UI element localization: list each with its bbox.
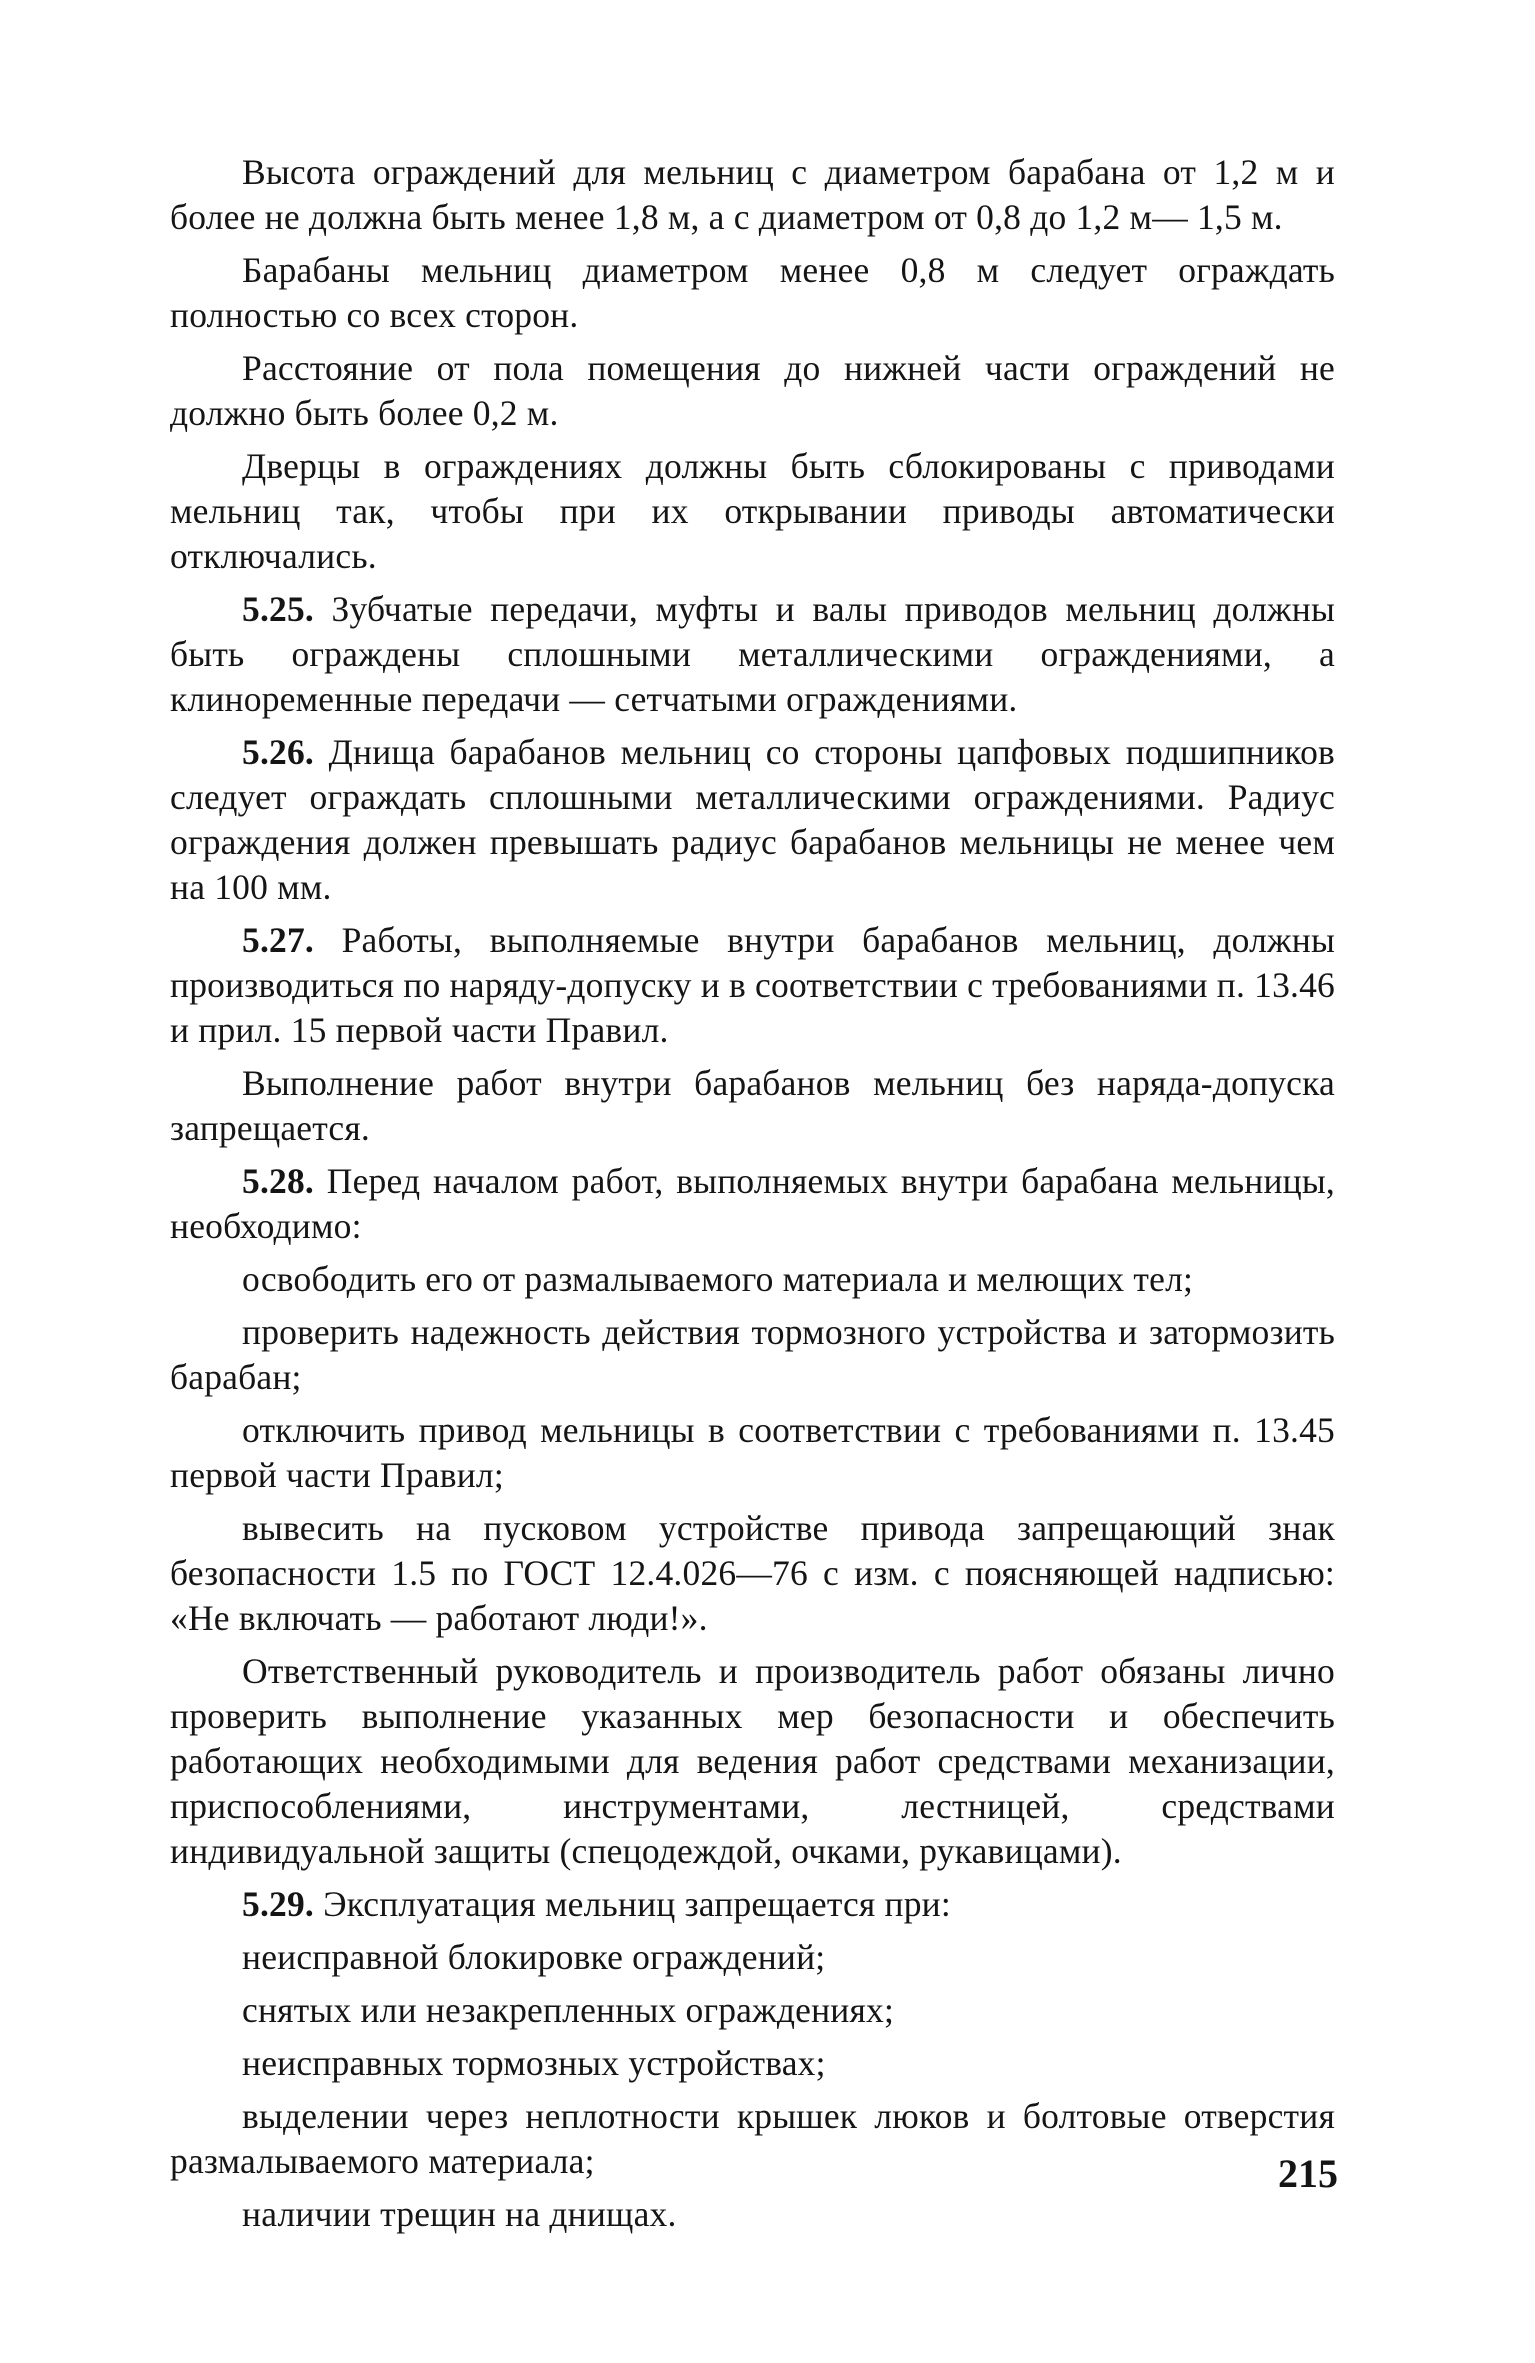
paragraph-floor-distance bbox=[170, 346, 1335, 436]
paragraph-permit-required bbox=[170, 1061, 1335, 1151]
paragraph-text: Выполнение работ внутри барабанов мельниц без наряда-допуска запрещается. bbox=[170, 1063, 1335, 1148]
paragraph-small-drums bbox=[170, 248, 1335, 338]
clause-5-29 bbox=[170, 1882, 1335, 1927]
paragraph-text: Барабаны мельниц диаметром менее 0,8 м следует ограждать полностью со всех сторон. bbox=[170, 250, 1335, 335]
paragraph-text: снятых или незакрепленных ограждениях; bbox=[242, 1990, 895, 2030]
paragraph-text: наличии трещин на днищах. bbox=[242, 2194, 677, 2234]
paragraph-text: Днища барабанов мельниц со стороны цапфовых подшипников следует ограждать сплошными металлическими ограждениями. Радиус ограждения должен превышать радиус барабанов мельницы не менее чем на 100 мм. bbox=[170, 732, 1335, 907]
paragraph-text: отключить привод мельницы в соответствии с требованиями п. 13.45 первой части Правил; bbox=[170, 1410, 1335, 1495]
list-item bbox=[170, 1257, 1335, 1302]
list-item bbox=[170, 2041, 1335, 2086]
paragraph-door-interlock bbox=[170, 444, 1335, 579]
paragraph-responsible-persons bbox=[170, 1649, 1335, 1874]
paragraph-text: проверить надежность действия тормозного устройства и затормозить барабан; bbox=[170, 1312, 1335, 1397]
paragraph-fence-height bbox=[170, 150, 1335, 240]
list-item bbox=[170, 1935, 1335, 1980]
list-item bbox=[170, 1408, 1335, 1498]
paragraph-text: неисправных тормозных устройствах; bbox=[242, 2043, 826, 2083]
page-number: 215 bbox=[1278, 2151, 1338, 2196]
clause-number: 5.28. bbox=[242, 1161, 314, 1201]
paragraph-text: вывесить на пусковом устройстве привода запрещающий знак безопасности 1.5 по ГОСТ 12.4.026—76 с изм. с поясняющей надписью: «Не включать — работают люди!». bbox=[170, 1508, 1335, 1638]
list-item bbox=[170, 2192, 1335, 2237]
paragraph-text: Расстояние от пола помещения до нижней части ограждений не должно быть более 0,2 м. bbox=[170, 348, 1335, 433]
clause-number: 5.27. bbox=[242, 920, 314, 960]
clause-number: 5.25. bbox=[242, 589, 314, 629]
paragraph-text: Работы, выполняемые внутри барабанов мельниц, должны производиться по наряду-допуску и в соответствии с требованиями п. 13.46 и прил. 15 первой части Правил. bbox=[170, 920, 1335, 1050]
paragraph-text: неисправной блокировке ограждений; bbox=[242, 1937, 826, 1977]
clause-number: 5.29. bbox=[242, 1884, 314, 1924]
list-item bbox=[170, 2094, 1335, 2184]
list-item bbox=[170, 1988, 1335, 2033]
clause-number: 5.26. bbox=[242, 732, 314, 772]
paragraph-text: Высота ограждений для мельниц с диаметром барабана от 1,2 м и более не должна быть менее 1,8 м, а с диаметром от 0,8 до 1,2 м— 1,5 м. bbox=[170, 152, 1335, 237]
clause-5-26 bbox=[170, 730, 1335, 910]
body-text bbox=[170, 150, 1335, 2245]
paragraph-text: освободить его от размалываемого материала и мелющих тел; bbox=[242, 1259, 1194, 1299]
list-item bbox=[170, 1506, 1335, 1641]
clause-5-25 bbox=[170, 587, 1335, 722]
paragraph-text: Эксплуатация мельниц запрещается при: bbox=[323, 1884, 951, 1924]
list-item bbox=[170, 1310, 1335, 1400]
paragraph-text: Дверцы в ограждениях должны быть сблокированы с приводами мельниц так, чтобы при их открывании приводы автоматически отключались. bbox=[170, 446, 1335, 576]
paragraph-text: Ответственный руководитель и производитель работ обязаны лично проверить выполнение указанных мер безопасности и обеспечить работающих необходимыми для ведения работ средствами механизации, приспособлениями, инструментами, лестницей, средствами индивидуальной защиты (спецодеждой, очками, рукавицами). bbox=[170, 1651, 1335, 1871]
clause-5-28 bbox=[170, 1159, 1335, 1249]
clause-5-27 bbox=[170, 918, 1335, 1053]
paragraph-text: Зубчатые передачи, муфты и валы приводов мельниц должны быть ограждены сплошными металлическими ограждениями, а клиноременные передачи — сетчатыми ограждениями. bbox=[170, 589, 1336, 719]
paragraph-text: Перед началом работ, выполняемых внутри барабана мельницы, необходимо: bbox=[170, 1161, 1335, 1246]
paragraph-text: выделении через неплотности крышек люков и болтовые отверстия размалываемого материала; bbox=[170, 2096, 1335, 2181]
